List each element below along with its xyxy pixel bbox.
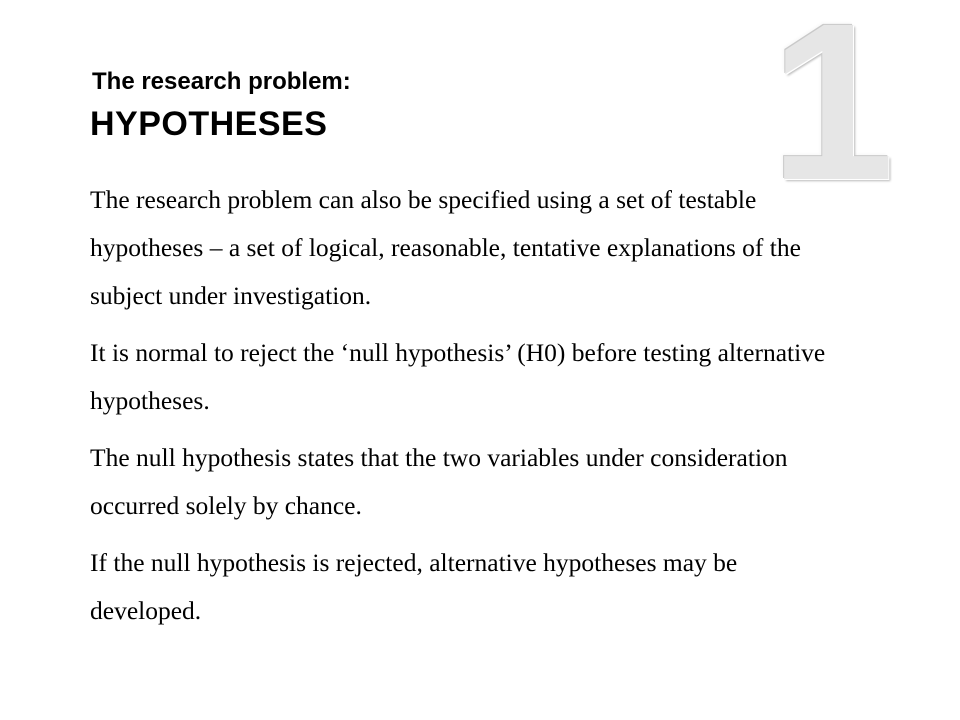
paragraph-alternative-hypotheses: If the null hypothesis is rejected, alternative hypotheses may be developed. [90, 548, 738, 625]
slide-title: HYPOTHESES [90, 105, 328, 143]
paragraph-null-hypothesis-rejection: It is normal to reject the ‘null hypothesis’ (H0) before testing alternative hypotheses. [90, 338, 826, 415]
chapter-number: 1 [770, 0, 895, 227]
paragraph-hypotheses-definition: The research problem can also be specified using a set of testable hypotheses – a set of logical, reasonable, tentative explanations of the subject under investigation. [90, 185, 801, 310]
paragraph-null-hypothesis-definition: The null hypothesis states that the two variables under consideration occurred solely by chance. [90, 443, 788, 520]
slide-subtitle: The research problem: [92, 68, 351, 95]
slide-body [90, 176, 850, 644]
